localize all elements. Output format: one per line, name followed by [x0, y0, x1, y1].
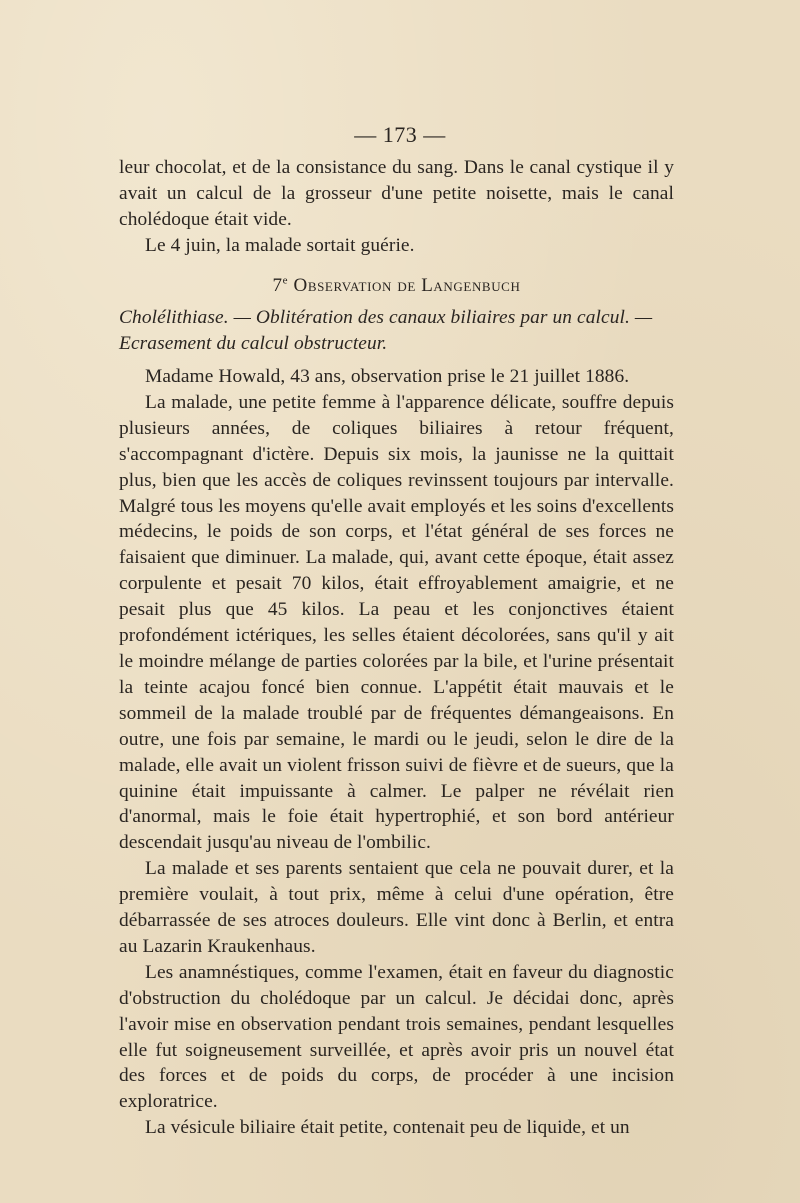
intro-section [119, 155, 674, 259]
paragraph-diagnosis: Les anamnéstiques, comme l'examen, était en faveur du diagnostic d'obstruction du cholédoque par un calcul. Je décidai donc, après l'avoir mise en observation pendant trois semaines, pendant lesquelles elle fut soigneusement surveillée, et après avoir pris un nouvel état des forces et de poids du corps, de procéder à une incision exploratrice. [119, 961, 674, 1113]
paragraph-patient: Madame Howald, 43 ans, observation prise le 21 juillet 1886. [145, 366, 630, 387]
section-subheading [119, 305, 674, 357]
paragraph-discharge: Le 4 juin, la malade sortait guérie. [145, 235, 415, 256]
paragraph-decision: La malade et ses parents sentaient que cela ne pouvait durer, et la première voulait, à tout prix, même à celui d'une opération, être débarrassée de ses atroces douleurs. Elle vint donc à Berlin, et entra au Lazarin Kraukenhaus. [119, 858, 674, 957]
paragraph-continuation: leur chocolat, et de la consistance du sang. Dans le canal cystique il y avait un calcul de la grosseur d'une petite noisette, mais le canal cholédoque était vide. [119, 157, 674, 230]
heading-superscript: e [282, 274, 289, 287]
heading-number: 7 [272, 275, 283, 296]
subheading-line-2: Ecrasement du calcul obstructeur. [119, 333, 388, 354]
heading-title: Observation de Langenbuch [293, 275, 521, 296]
observation-body [119, 364, 674, 1141]
paragraph-vesicle: La vésicule biliaire était petite, contenait peu de liquide, et un [145, 1117, 630, 1139]
page-number: — 173 — [354, 122, 446, 147]
subheading-line-1: Cholélithiase. — Oblitération des canaux biliaires par un calcul. — [119, 307, 653, 328]
section-heading [119, 273, 674, 299]
paragraph-history: La malade, une petite femme à l'apparence délicate, souffre depuis plusieurs années, de coliques biliaires à retour fréquent, s'accompagnant d'ictère. Depuis six mois, la jaunisse ne la quittait plus, bien que les accès de coliques revinssent toujours par intervalle. Malgré tous les moyens qu'elle avait employés et les soins d'excellents médecins, le poids de son corps, et l'état général de ses forces ne faisaient que diminuer. La malade, qui, avant cette époque, était assez corpulente et pesait 70 kilos, était effroyablement amaigrie, et ne pesait plus que 45 kilos. La peau et les conjonctives étaient profondément ictériques, les selles étaient décolorées, sans qu'il y ait le moindre mélange de parties colorées par la bile, et l'urine présentait la teinte acajou foncé bien connue. L'appétit était mauvais et le sommeil de la malade troublé par de fréquentes démangeaisons. En outre, une fois par semaine, le mardi ou le jeudi, selon le dire de la malade, elle avait un violent frisson suivi de fièvre et de sueurs, que la quinine était impuissante à calmer. Le palper ne révélait rien d'anormal, mais le foie était hypertrophié, et son bord antérieur descendait jusqu'au niveau de l'ombilic. [119, 391, 674, 854]
